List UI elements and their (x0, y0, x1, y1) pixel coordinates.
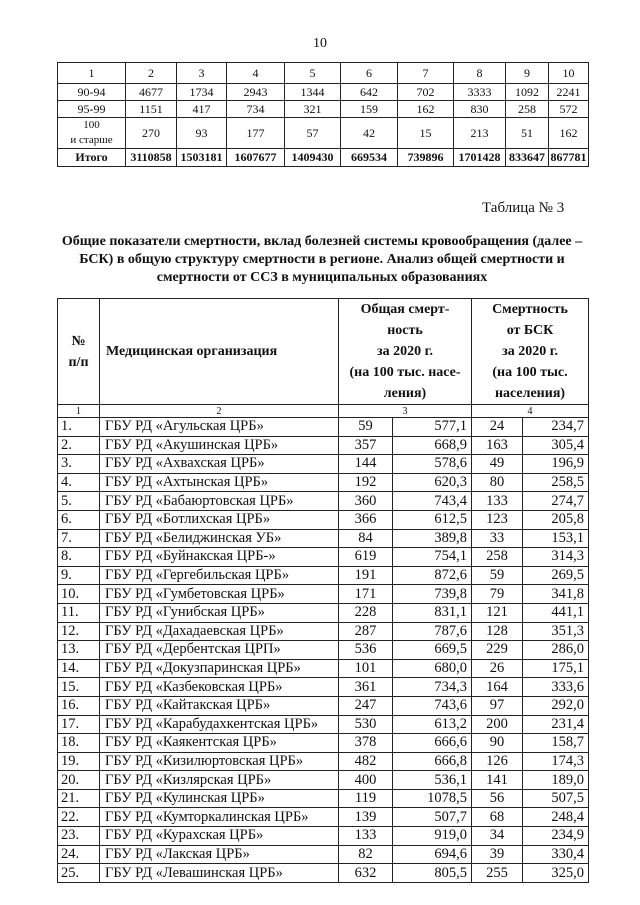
general-mortality-rate: 1078,5 (393, 789, 472, 808)
age-group-cell: 95-99 (58, 101, 126, 118)
value-cell: 2943 (227, 84, 285, 101)
organization-name: ГБУ РД «Гунибская ЦРБ» (100, 603, 339, 622)
general-deaths-count: 619 (339, 548, 393, 567)
bsk-mortality-rate: 174,3 (523, 752, 589, 771)
table-row (58, 715, 589, 734)
table-row (58, 548, 589, 567)
bsk-mortality-rate: 158,7 (523, 734, 589, 753)
organization-name: ГБУ РД «Лакская ЦРБ» (100, 845, 339, 864)
organization-name: ГБУ РД «Карабудахкентская ЦРБ» (100, 715, 339, 734)
column-number: 2 (100, 405, 339, 418)
organization-name: ГБУ РД «Бабаюртовская ЦРБ» (100, 492, 339, 511)
bsk-mortality-rate: 441,1 (523, 603, 589, 622)
row-number: 18. (58, 734, 100, 753)
general-mortality-rate: 754,1 (393, 548, 472, 567)
table-row (58, 436, 589, 455)
bsk-mortality-rate: 330,4 (523, 845, 589, 864)
header-bsk-mortality: Смертность от БСК за 2020 г. (на 100 тыс. населения) (472, 299, 589, 405)
header-organization: Медицинская организация (100, 299, 339, 405)
row-number: 15. (58, 678, 100, 697)
bsk-mortality-rate: 341,8 (523, 585, 589, 604)
column-number: 8 (454, 63, 506, 84)
table-row (58, 845, 589, 864)
table-row (58, 808, 589, 827)
column-number: 7 (398, 63, 454, 84)
bsk-deaths-count: 59 (472, 566, 523, 585)
value-cell: 15 (398, 118, 454, 149)
table-row (58, 696, 589, 715)
total-value: 833647 (506, 149, 549, 167)
general-mortality-rate: 666,6 (393, 734, 472, 753)
column-number: 2 (126, 63, 177, 84)
value-cell: 162 (549, 118, 589, 149)
bsk-mortality-rate: 333,6 (523, 678, 589, 697)
general-deaths-count: 366 (339, 510, 393, 529)
table-row (58, 827, 589, 846)
column-number: 5 (285, 63, 341, 84)
bsk-deaths-count: 255 (472, 864, 523, 883)
organization-name: ГБУ РД «Дахадаевская ЦРБ» (100, 622, 339, 641)
bsk-deaths-count: 68 (472, 808, 523, 827)
total-value: 1503181 (177, 149, 227, 167)
total-row (58, 149, 589, 167)
value-cell: 1344 (285, 84, 341, 101)
header-general-mortality: Общая смерт- ность за 2020 г. (на 100 тыс. насе- ления) (339, 299, 472, 405)
general-deaths-count: 400 (339, 771, 393, 790)
organization-name: ГБУ РД «Кизилюртовская ЦРБ» (100, 752, 339, 771)
bsk-mortality-rate: 325,0 (523, 864, 589, 883)
general-deaths-count: 101 (339, 659, 393, 678)
general-deaths-count: 139 (339, 808, 393, 827)
value-cell: 177 (227, 118, 285, 149)
bsk-deaths-count: 163 (472, 436, 523, 455)
row-number: 10. (58, 585, 100, 604)
total-value: 739896 (398, 149, 454, 167)
bsk-mortality-rate: 231,4 (523, 715, 589, 734)
general-deaths-count: 247 (339, 696, 393, 715)
organization-name: ГБУ РД «Казбековская ЦРБ» (100, 678, 339, 697)
value-cell: 42 (341, 118, 398, 149)
general-mortality-rate: 666,8 (393, 752, 472, 771)
general-mortality-rate: 743,6 (393, 696, 472, 715)
general-deaths-count: 228 (339, 603, 393, 622)
table-row (58, 455, 589, 474)
row-number: 3. (58, 455, 100, 474)
page-number: 10 (313, 36, 327, 51)
organization-name: ГБУ РД «Буйнакская ЦРБ-» (100, 548, 339, 567)
value-cell: 2241 (549, 84, 589, 101)
column-number: 1 (58, 405, 100, 418)
bsk-deaths-count: 34 (472, 827, 523, 846)
column-number: 4 (227, 63, 285, 84)
age-mortality-table-continuation (57, 62, 589, 167)
value-cell: 93 (177, 118, 227, 149)
value-cell: 642 (341, 84, 398, 101)
general-mortality-rate: 389,8 (393, 529, 472, 548)
organization-name: ГБУ РД «Ахвахская ЦРБ» (100, 455, 339, 474)
bsk-deaths-count: 200 (472, 715, 523, 734)
bsk-deaths-count: 141 (472, 771, 523, 790)
bsk-mortality-rate: 175,1 (523, 659, 589, 678)
total-value: 669534 (341, 149, 398, 167)
value-cell: 159 (341, 101, 398, 118)
value-cell: 734 (227, 101, 285, 118)
general-mortality-rate: 536,1 (393, 771, 472, 790)
bsk-mortality-rate: 205,8 (523, 510, 589, 529)
total-value: 1701428 (454, 149, 506, 167)
general-mortality-rate: 739,8 (393, 585, 472, 604)
organization-name: ГБУ РД «Агульская ЦРБ» (100, 418, 339, 437)
table-row (58, 492, 589, 511)
total-value: 3110858 (126, 149, 177, 167)
bsk-deaths-count: 97 (472, 696, 523, 715)
bsk-mortality-rate: 292,0 (523, 696, 589, 715)
value-cell: 213 (454, 118, 506, 149)
table-row (58, 510, 589, 529)
row-number: 22. (58, 808, 100, 827)
value-cell: 270 (126, 118, 177, 149)
bsk-deaths-count: 133 (472, 492, 523, 511)
mortality-main-table (57, 298, 589, 883)
general-deaths-count: 361 (339, 678, 393, 697)
table-title: Общие показатели смертности, вклад болезней системы кровообращения (далее – БСК) в общую структуру смертности в регионе. Анализ общей смертности и смертности от ССЗ в муниципальных образованиях (61, 234, 583, 285)
row-number: 13. (58, 641, 100, 660)
bsk-deaths-count: 33 (472, 529, 523, 548)
row-number: 6. (58, 510, 100, 529)
general-mortality-rate: 743,4 (393, 492, 472, 511)
bsk-deaths-count: 164 (472, 678, 523, 697)
table-row (58, 473, 589, 492)
table-row (58, 678, 589, 697)
row-number: 4. (58, 473, 100, 492)
table-row (58, 641, 589, 660)
bsk-deaths-count: 24 (472, 418, 523, 437)
row-number: 24. (58, 845, 100, 864)
general-deaths-count: 119 (339, 789, 393, 808)
bsk-deaths-count: 128 (472, 622, 523, 641)
value-cell: 321 (285, 101, 341, 118)
value-cell: 417 (177, 101, 227, 118)
total-value: 1607677 (227, 149, 285, 167)
bsk-deaths-count: 39 (472, 845, 523, 864)
table-row (58, 659, 589, 678)
general-deaths-count: 378 (339, 734, 393, 753)
column-number-row (58, 405, 589, 418)
header-number: № п/п (58, 299, 100, 405)
bsk-deaths-count: 121 (472, 603, 523, 622)
value-cell: 1734 (177, 84, 227, 101)
bsk-deaths-count: 26 (472, 659, 523, 678)
value-cell: 1092 (506, 84, 549, 101)
column-number: 3 (339, 405, 472, 418)
bsk-mortality-rate: 286,0 (523, 641, 589, 660)
general-mortality-rate: 577,1 (393, 418, 472, 437)
general-mortality-rate: 831,1 (393, 603, 472, 622)
general-deaths-count: 192 (339, 473, 393, 492)
table-row (58, 789, 589, 808)
table-row (58, 585, 589, 604)
organization-name: ГБУ РД «Каякентская ЦРБ» (100, 734, 339, 753)
organization-name: ГБУ РД «Кулинская ЦРБ» (100, 789, 339, 808)
row-number: 14. (58, 659, 100, 678)
age-group-cell (58, 118, 126, 149)
bsk-mortality-rate: 258,5 (523, 473, 589, 492)
bsk-deaths-count: 123 (472, 510, 523, 529)
bsk-deaths-count: 90 (472, 734, 523, 753)
row-number: 9. (58, 566, 100, 585)
value-cell: 258 (506, 101, 549, 118)
value-cell: 572 (549, 101, 589, 118)
row-number: 11. (58, 603, 100, 622)
organization-name: ГБУ РД «Акушинская ЦРБ» (100, 436, 339, 455)
general-deaths-count: 191 (339, 566, 393, 585)
value-cell: 830 (454, 101, 506, 118)
organization-name: ГБУ РД «Кизлярская ЦРБ» (100, 771, 339, 790)
table-row (58, 603, 589, 622)
organization-name: ГБУ РД «Левашинская ЦРБ» (100, 864, 339, 883)
bsk-mortality-rate: 269,5 (523, 566, 589, 585)
row-number: 12. (58, 622, 100, 641)
age-group-cell: 90-94 (58, 84, 126, 101)
column-number: 9 (506, 63, 549, 84)
general-mortality-rate: 805,5 (393, 864, 472, 883)
column-number: 6 (341, 63, 398, 84)
table-row (58, 771, 589, 790)
total-value: 867781 (549, 149, 589, 167)
general-deaths-count: 632 (339, 864, 393, 883)
row-number: 5. (58, 492, 100, 511)
general-mortality-rate: 668,9 (393, 436, 472, 455)
bsk-mortality-rate: 314,3 (523, 548, 589, 567)
organization-name: ГБУ РД «Курахская ЦРБ» (100, 827, 339, 846)
organization-name: ГБУ РД «Дербентская ЦРП» (100, 641, 339, 660)
row-number: 7. (58, 529, 100, 548)
bsk-deaths-count: 49 (472, 455, 523, 474)
value-cell: 51 (506, 118, 549, 149)
general-deaths-count: 59 (339, 418, 393, 437)
row-number: 21. (58, 789, 100, 808)
table-row (58, 118, 589, 149)
general-deaths-count: 144 (339, 455, 393, 474)
row-number: 17. (58, 715, 100, 734)
column-number: 10 (549, 63, 589, 84)
general-mortality-rate: 787,6 (393, 622, 472, 641)
general-mortality-rate: 872,6 (393, 566, 472, 585)
general-deaths-count: 133 (339, 827, 393, 846)
general-mortality-rate: 919,0 (393, 827, 472, 846)
general-mortality-rate: 620,3 (393, 473, 472, 492)
organization-name: ГБУ РД «Ботлихская ЦРБ» (100, 510, 339, 529)
general-deaths-count: 287 (339, 622, 393, 641)
column-number: 3 (177, 63, 227, 84)
general-deaths-count: 482 (339, 752, 393, 771)
bsk-mortality-rate: 351,3 (523, 622, 589, 641)
general-mortality-rate: 507,7 (393, 808, 472, 827)
bsk-mortality-rate: 507,5 (523, 789, 589, 808)
total-label: Итого (58, 149, 126, 167)
general-mortality-rate: 694,6 (393, 845, 472, 864)
general-mortality-rate: 680,0 (393, 659, 472, 678)
age-label: 100 (83, 119, 100, 131)
table-caption: Таблица № 3 (482, 200, 565, 216)
table-row (58, 529, 589, 548)
bsk-mortality-rate: 234,7 (523, 418, 589, 437)
table-row (58, 752, 589, 771)
value-cell: 1151 (126, 101, 177, 118)
row-number: 20. (58, 771, 100, 790)
organization-name: ГБУ РД «Гумбетовская ЦРБ» (100, 585, 339, 604)
row-number: 8. (58, 548, 100, 567)
general-mortality-rate: 669,5 (393, 641, 472, 660)
row-number: 1. (58, 418, 100, 437)
table-row (58, 418, 589, 437)
organization-name: ГБУ РД «Докузпаринская ЦРБ» (100, 659, 339, 678)
bsk-deaths-count: 126 (472, 752, 523, 771)
bsk-deaths-count: 79 (472, 585, 523, 604)
bsk-mortality-rate: 189,0 (523, 771, 589, 790)
bsk-mortality-rate: 305,4 (523, 436, 589, 455)
table-row (58, 864, 589, 883)
organization-name: ГБУ РД «Гергебильская ЦРБ» (100, 566, 339, 585)
general-mortality-rate: 578,6 (393, 455, 472, 474)
row-number: 19. (58, 752, 100, 771)
total-value: 1409430 (285, 149, 341, 167)
general-deaths-count: 530 (339, 715, 393, 734)
table-row (58, 622, 589, 641)
column-number-row (58, 63, 589, 84)
organization-name: ГБУ РД «Кайтакская ЦРБ» (100, 696, 339, 715)
value-cell: 4677 (126, 84, 177, 101)
value-cell: 57 (285, 118, 341, 149)
general-deaths-count: 171 (339, 585, 393, 604)
bsk-mortality-rate: 234,9 (523, 827, 589, 846)
bsk-mortality-rate: 196,9 (523, 455, 589, 474)
general-deaths-count: 357 (339, 436, 393, 455)
general-mortality-rate: 613,2 (393, 715, 472, 734)
organization-name: ГБУ РД «Белиджинская УБ» (100, 529, 339, 548)
row-number: 25. (58, 864, 100, 883)
bsk-deaths-count: 229 (472, 641, 523, 660)
value-cell: 702 (398, 84, 454, 101)
age-label: и старше (70, 134, 113, 146)
column-number: 4 (472, 405, 589, 418)
bsk-deaths-count: 80 (472, 473, 523, 492)
value-cell: 162 (398, 101, 454, 118)
row-number: 16. (58, 696, 100, 715)
table-row (58, 84, 589, 101)
value-cell: 3333 (454, 84, 506, 101)
general-deaths-count: 360 (339, 492, 393, 511)
bsk-deaths-count: 258 (472, 548, 523, 567)
organization-name: ГБУ РД «Ахтынская ЦРБ» (100, 473, 339, 492)
organization-name: ГБУ РД «Кумторкалинская ЦРБ» (100, 808, 339, 827)
bsk-mortality-rate: 274,7 (523, 492, 589, 511)
general-deaths-count: 84 (339, 529, 393, 548)
row-number: 2. (58, 436, 100, 455)
general-mortality-rate: 734,3 (393, 678, 472, 697)
table-row (58, 101, 589, 118)
general-mortality-rate: 612,5 (393, 510, 472, 529)
column-number: 1 (58, 63, 126, 84)
general-deaths-count: 82 (339, 845, 393, 864)
bsk-deaths-count: 56 (472, 789, 523, 808)
bsk-mortality-rate: 153,1 (523, 529, 589, 548)
table-row (58, 566, 589, 585)
table-row (58, 734, 589, 753)
bsk-mortality-rate: 248,4 (523, 808, 589, 827)
row-number: 23. (58, 827, 100, 846)
general-deaths-count: 536 (339, 641, 393, 660)
